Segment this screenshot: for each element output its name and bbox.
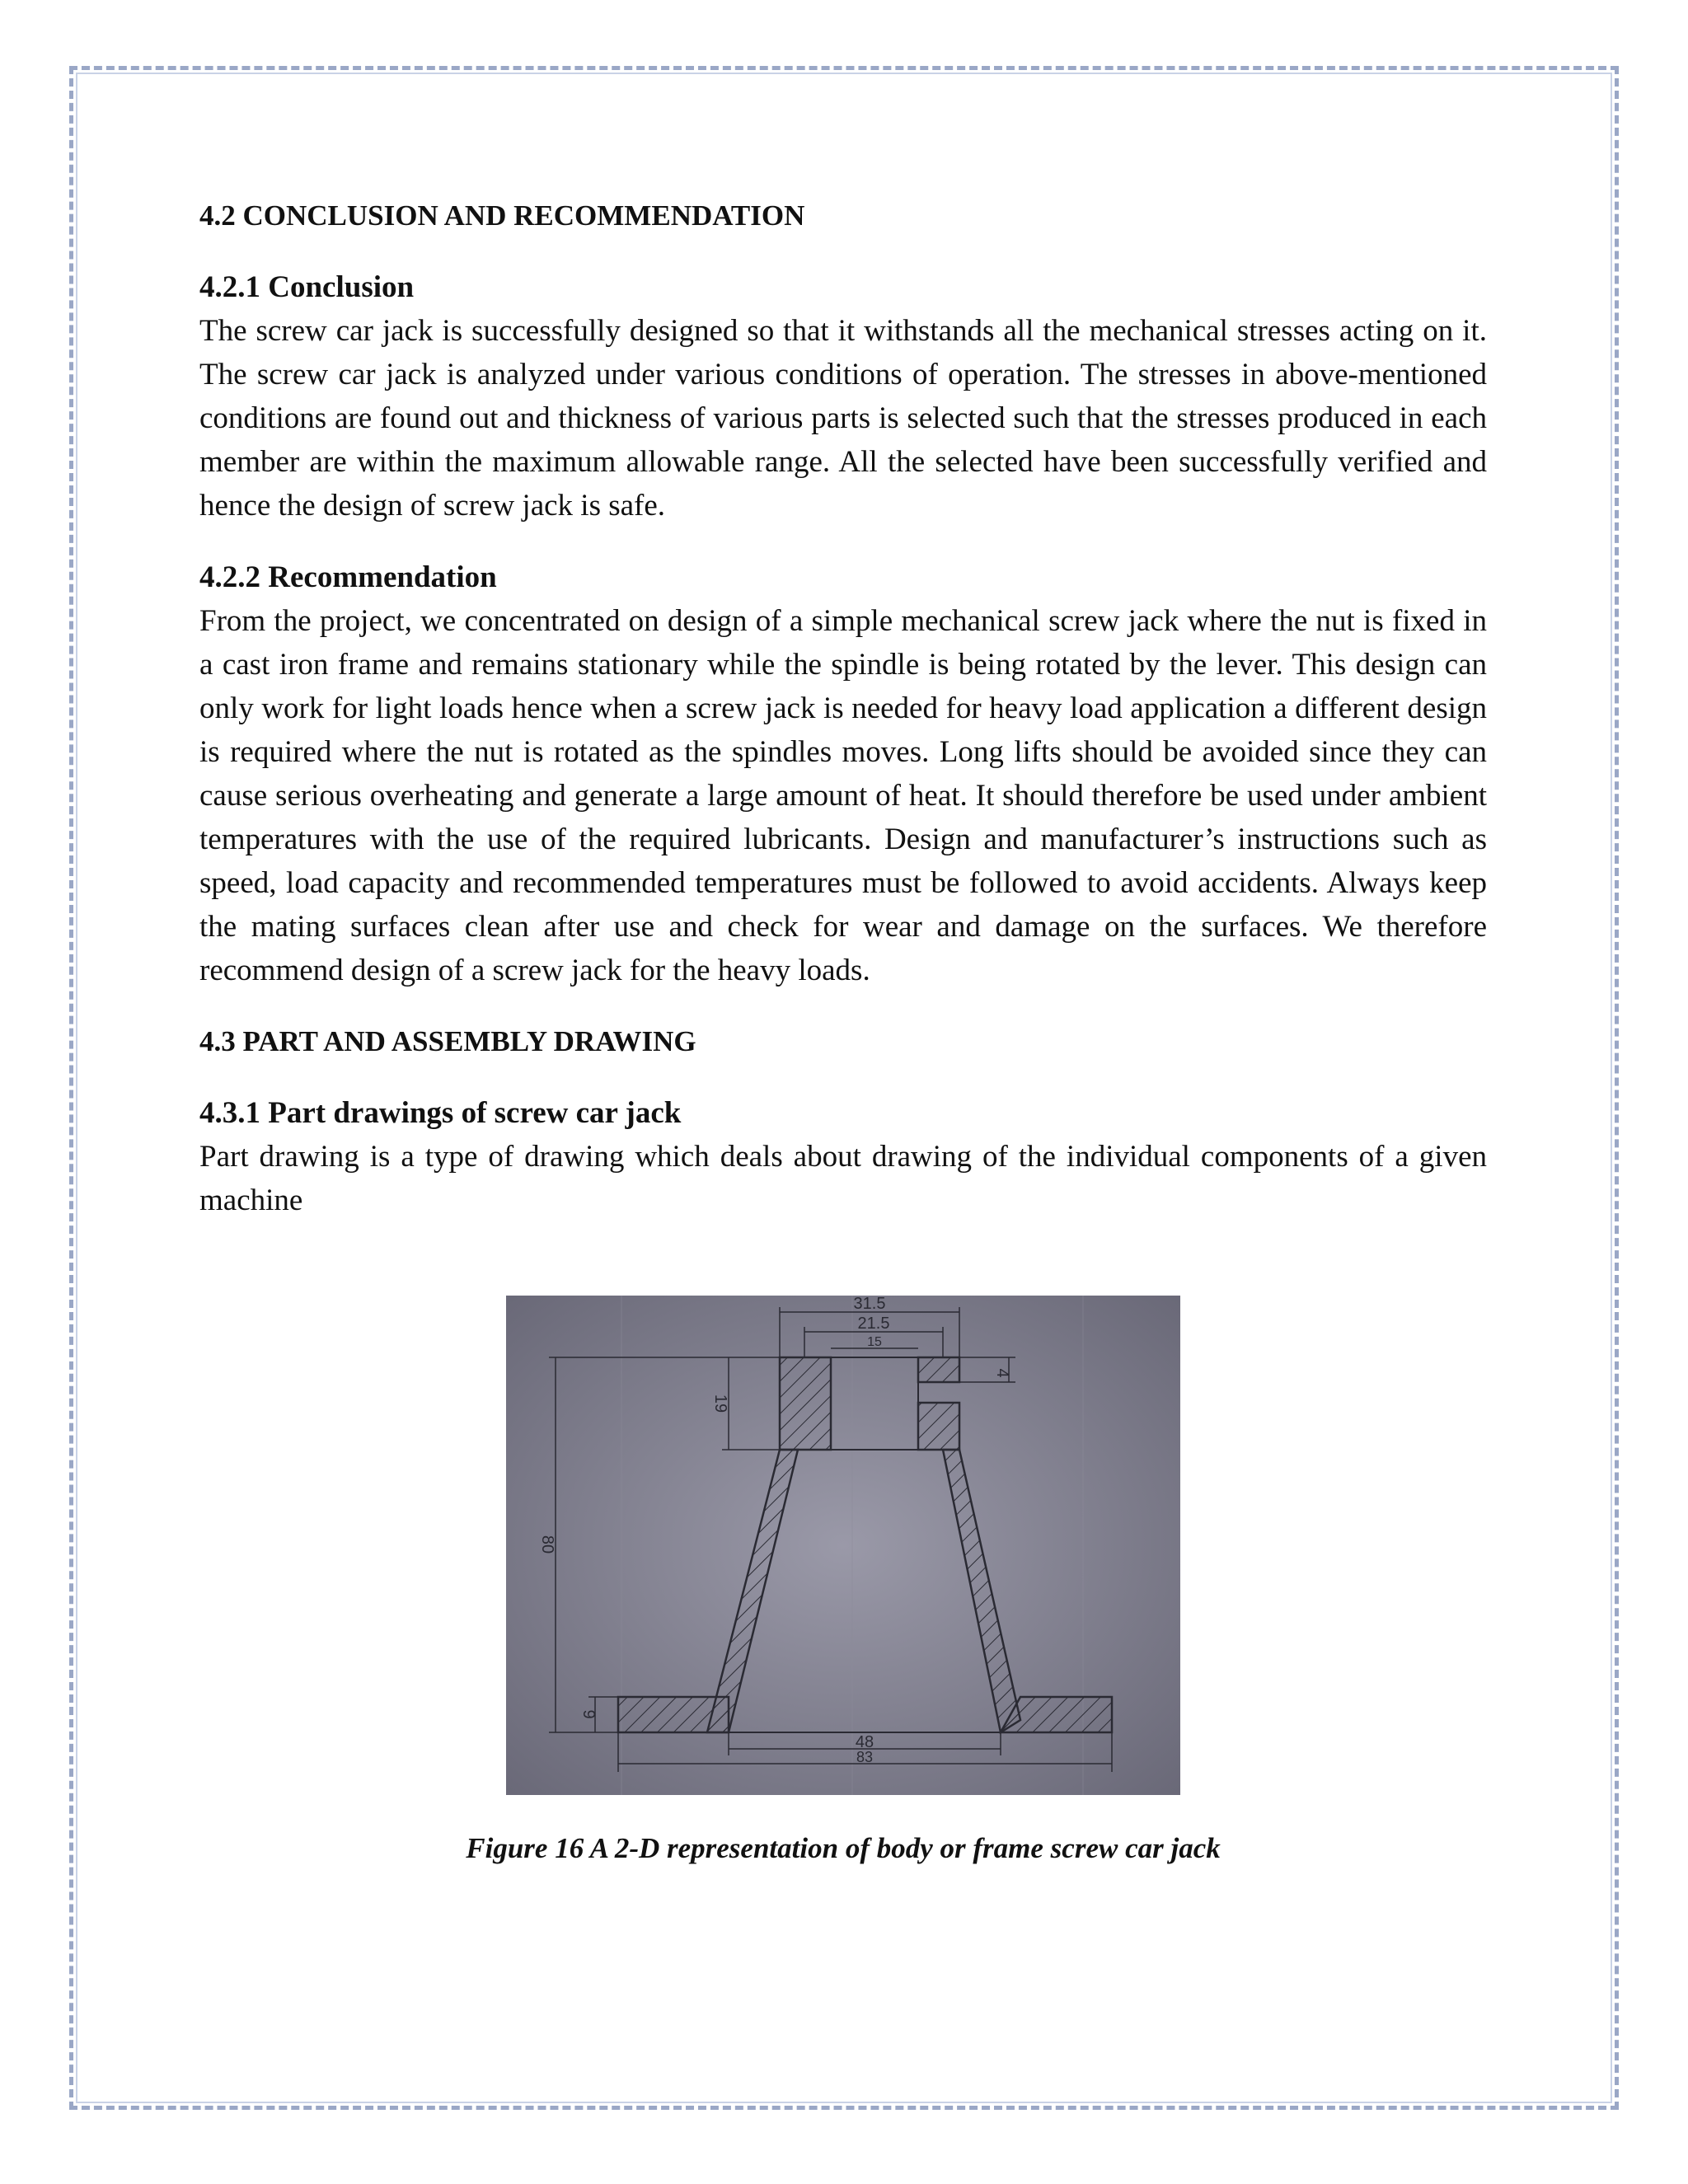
part-drawing-paragraph: Part drawing is a type of drawing which deals about drawing of the individual components of a given machine (199, 1140, 1487, 1217)
figure-caption: Figure 16 A 2-D representation of body or frame screw car jack (466, 1832, 1221, 1864)
subheading-part-drawings: 4.3.1 Part drawings of screw car jack (199, 1096, 682, 1130)
section-heading-4-3: 4.3 PART AND ASSEMBLY DRAWING (199, 1025, 696, 1057)
collar-left (780, 1357, 831, 1450)
dim-bottom-inner: 48 (855, 1733, 874, 1751)
frame-drawing-figure (506, 1296, 1180, 1795)
dim-total-height: 80 (538, 1535, 556, 1554)
base-right (1001, 1697, 1112, 1732)
subheading-conclusion: 4.2.1 Conclusion (199, 270, 415, 304)
subheading-recommendation: 4.2.2 Recommendation (199, 560, 497, 594)
frame-drawing-svg (506, 1296, 1180, 1795)
collar-right-bottom (918, 1403, 959, 1450)
collar-right-top (918, 1357, 959, 1382)
dim-top-mid: 21.5 (857, 1315, 890, 1333)
section-heading-4-2: 4.2 CONCLUSION AND RECOMMENDATION (199, 199, 805, 232)
dim-bottom-outer: 83 (856, 1749, 874, 1765)
base-left (618, 1697, 729, 1732)
dim-top-outer: 31.5 (853, 1296, 886, 1313)
dim-collar-height: 19 (711, 1394, 729, 1413)
conclusion-paragraph: The screw car jack is successfully designed so that it withstands all the mechanical stresses acting on it. The screw car jack is analyzed under various conditions of operation. The stresses in above-mentioned conditions are found out and thickness of various parts is selected such that the stresses produced in each member are within the maximum allowable range. All the selected have been successfully verified and hence the design of screw jack is safe. (199, 314, 1487, 523)
dim-side-small: 4 (993, 1368, 1011, 1378)
dim-top-inner: 15 (867, 1335, 882, 1349)
recommendation-paragraph: From the project, we concentrated on design of a simple mechanical screw jack where the nut is fixed in a cast iron frame and remains stationary while the spindle is being rotated by the lever. This design can only work for light loads hence when a screw jack is needed for heavy load application a different design is required where the nut is rotated as the spindles moves. Long lifts should be avoided since they can cause serious overheating and generate a large amount of heat. It should therefore be used under ambient temperatures with the use of the required lubricants. Design and manufacturer’s instructions such as speed, load capacity and recommended temperatures must be followed to avoid accidents. Always keep the mating surfaces clean after use and check for wear and damage on the surfaces. We therefore recommend design of a screw jack for the heavy loads. (199, 604, 1487, 987)
dim-base-height: 9 (579, 1709, 598, 1719)
document-content (199, 194, 1487, 1222)
